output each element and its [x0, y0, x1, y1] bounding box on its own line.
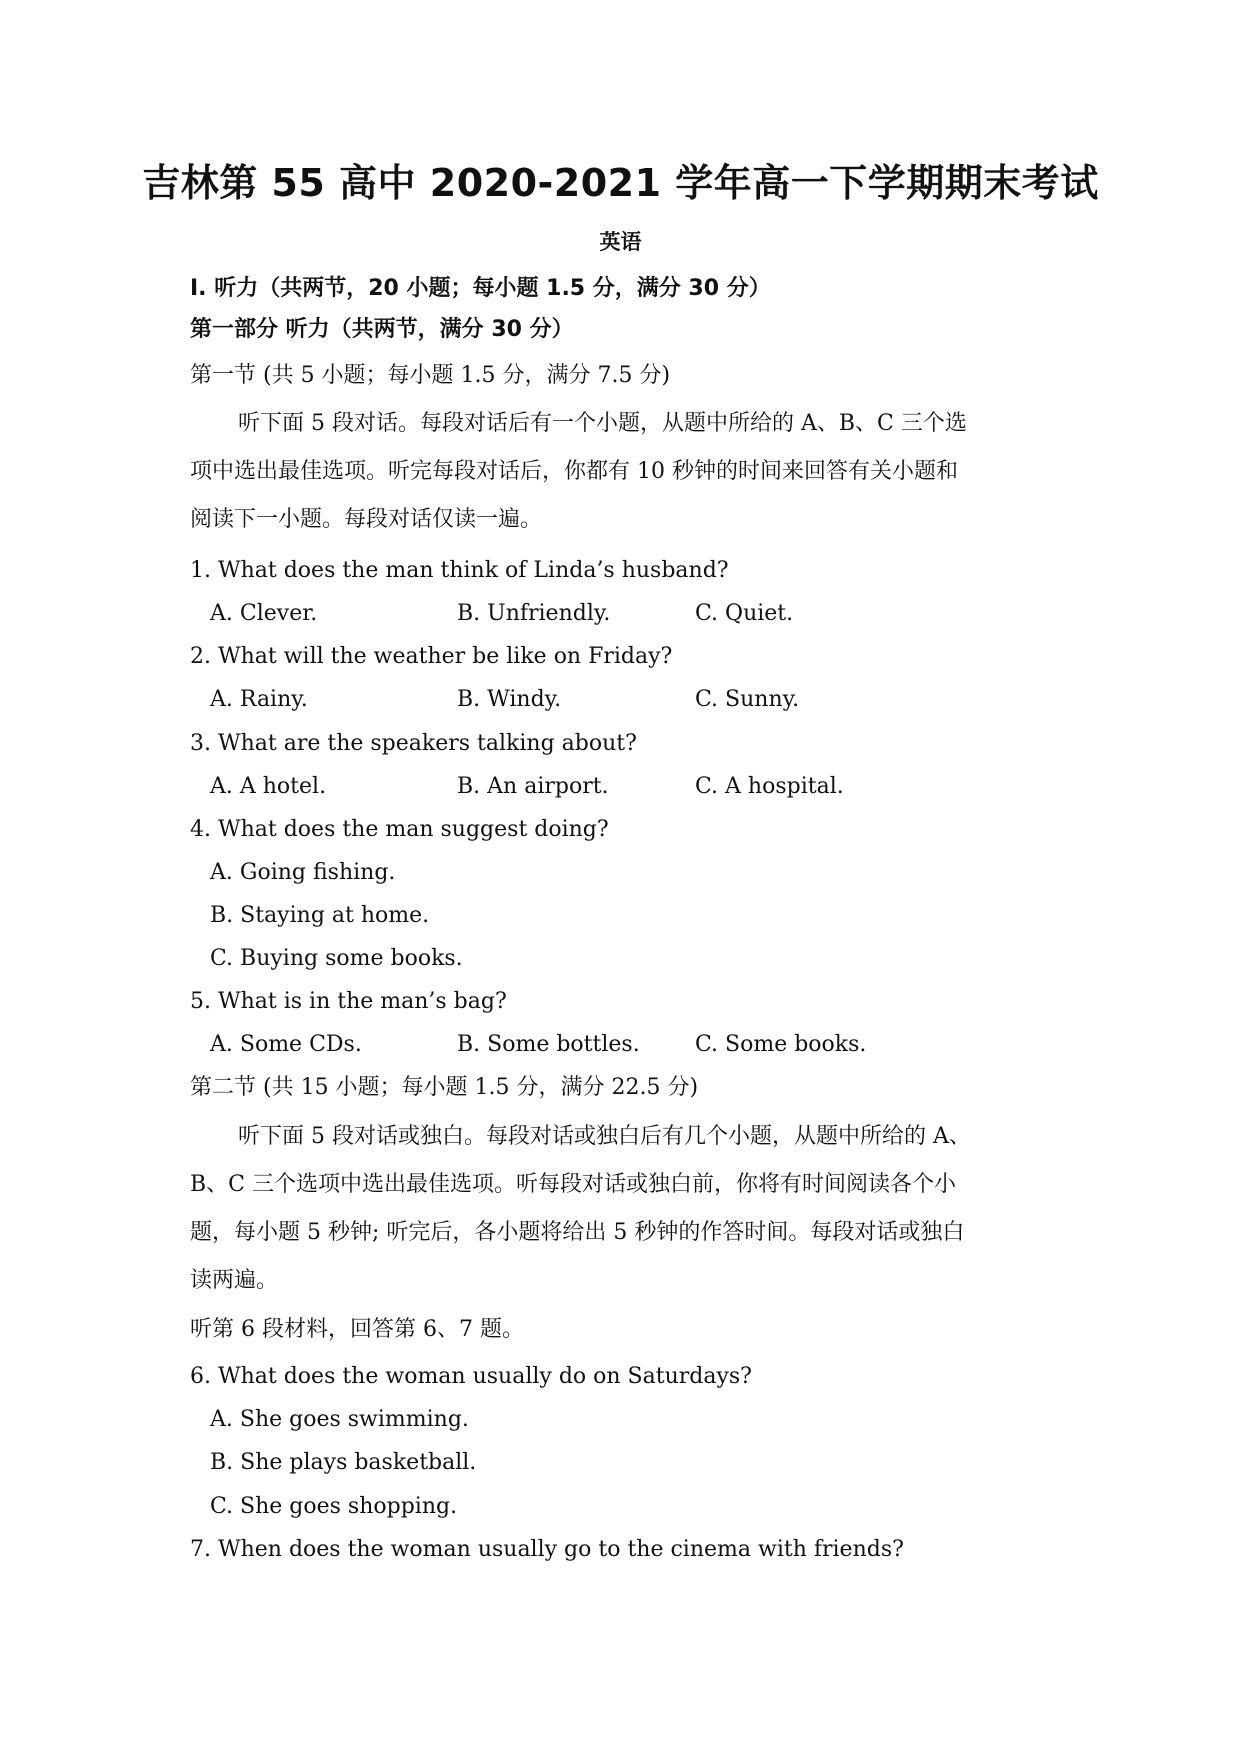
- section1-heading: 第一节 (共 5 小题；每小题 1.5 分，满分 7.5 分): [190, 363, 671, 388]
- q6-option-b: B. She plays basketball.: [210, 1450, 477, 1475]
- q4-option-b: B. Staying at home.: [210, 903, 430, 928]
- section2-instruction-line: 题，每小题 5 秒钟; 听完后，各小题将给出 5 秒钟的作答时间。每段对话或独白: [190, 1220, 965, 1245]
- question-1: 1. What does the man think of Linda’s husband?: [190, 558, 729, 583]
- q5-option-a: A. Some CDs.: [210, 1032, 362, 1057]
- section2-heading: 第二节 (共 15 小题；每小题 1.5 分，满分 22.5 分): [190, 1075, 699, 1100]
- q5-option-b: B. Some bottles.: [457, 1032, 640, 1057]
- material-6-heading: 听第 6 段材料，回答第 6、7 题。: [190, 1317, 524, 1342]
- q2-option-b: B. Windy.: [457, 687, 562, 712]
- q3-option-a: A. A hotel.: [210, 774, 327, 799]
- exam-title: 吉林第 55 高中 2020-2021 学年高一下学期期末考试: [142, 161, 1099, 205]
- section1-instruction-line: 阅读下一小题。每段对话仅读一遍。: [190, 507, 543, 532]
- q3-option-c: C. A hospital.: [695, 774, 844, 799]
- q1-option-b: B. Unfriendly.: [457, 601, 611, 626]
- question-7: 7. When does the woman usually go to the cinema with friends?: [190, 1537, 904, 1562]
- question-5: 5. What is in the man’s bag?: [190, 989, 507, 1014]
- q6-option-a: A. She goes swimming.: [210, 1407, 469, 1432]
- section2-instruction-line: 听下面 5 段对话或独白。每段对话或独白后有几个小题，从题中所给的 A、: [238, 1124, 971, 1149]
- q4-option-a: A. Going fishing.: [210, 860, 396, 885]
- q4-option-c: C. Buying some books.: [210, 946, 463, 971]
- q5-option-c: C. Some books.: [695, 1032, 867, 1057]
- q2-option-c: C. Sunny.: [695, 687, 800, 712]
- section2-instruction-line: 读两遍。: [190, 1268, 279, 1293]
- question-6: 6. What does the woman usually do on Saturdays?: [190, 1364, 752, 1389]
- q1-option-a: A. Clever.: [210, 601, 318, 626]
- question-4: 4. What does the man suggest doing?: [190, 817, 609, 842]
- subject-title: 英语: [599, 230, 642, 254]
- question-2: 2. What will the weather be like on Friday?: [190, 644, 673, 669]
- section1-instruction-line: 听下面 5 段对话。每段对话后有一个小题，从题中所给的 A、B、C 三个选: [238, 411, 967, 436]
- section2-instruction-line: B、C 三个选项中选出最佳选项。听每段对话或独白前，你将有时间阅读各个小: [190, 1172, 956, 1197]
- question-3: 3. What are the speakers talking about?: [190, 731, 637, 756]
- part-heading: I. 听力（共两节，20 小题；每小题 1.5 分，满分 30 分）: [190, 276, 771, 301]
- section-heading: 第一部分 听力（共两节，满分 30 分）: [190, 317, 574, 342]
- q2-option-a: A. Rainy.: [210, 687, 308, 712]
- section1-instruction-line: 项中选出最佳选项。听完每段对话后，你都有 10 秒钟的时间来回答有关小题和: [190, 459, 958, 484]
- q3-option-b: B. An airport.: [457, 774, 609, 799]
- q1-option-c: C. Quiet.: [695, 601, 794, 626]
- q6-option-c: C. She goes shopping.: [210, 1494, 458, 1519]
